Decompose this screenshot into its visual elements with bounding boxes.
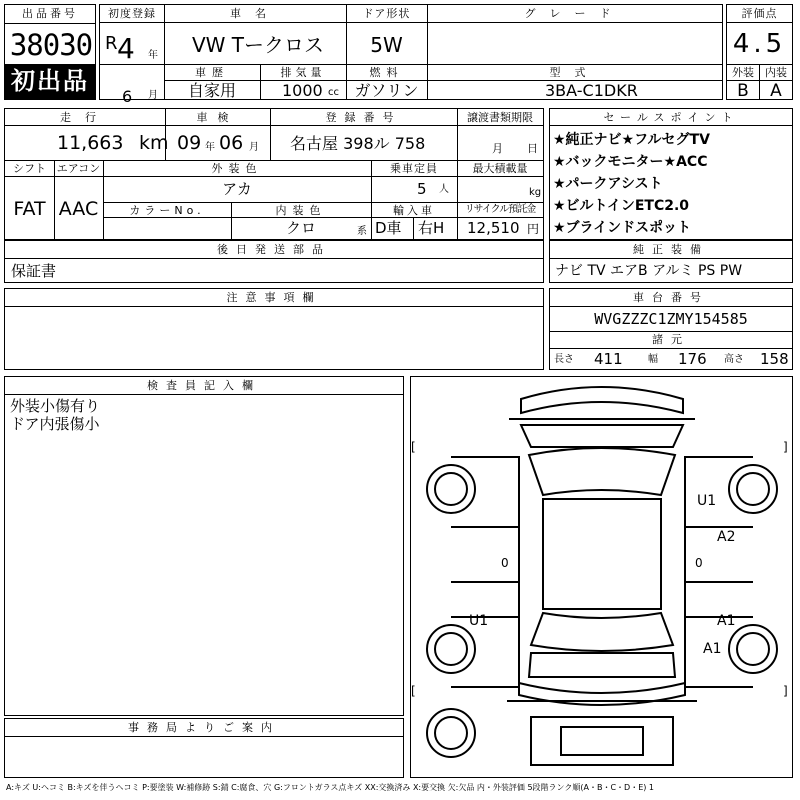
int-color-suffix: 系 [357,226,367,237]
history-label: 車歴 [195,66,229,79]
capacity: 5 [417,180,427,198]
recycle-unit: 円 [527,222,540,236]
car-diagram [411,377,792,777]
int-color-label: 内装色 [275,204,327,217]
notes-label: 注意事項欄 [226,291,322,304]
inspector-label: 検査員記入欄 [147,379,261,392]
svg-text:[: [ [411,440,416,454]
recycle-amount: 12,510 [467,219,520,237]
model: 3BA-C1DKR [545,81,638,100]
year-unit: 年 [148,50,158,61]
equipment: ナビ TV エアB アルミ PS PW [555,263,743,279]
sales-points-box [549,108,793,240]
displacement-label: 排気量 [280,66,326,79]
car-name: VW Tークロス [191,33,325,57]
svg-text:0: 0 [501,556,509,570]
damage-mark: U1 [469,613,489,629]
sales-point-item: ★バックモニター★ACC [553,154,708,170]
inspection-month: 06 [219,132,244,154]
details-grid [4,108,544,240]
footer-legend: A:キズ U:ヘコミ B:キズを伴うヘコミ P:要塗装 W:補修跡 S:錆 C:腐食、穴 G:フロントガラス点キズ XX:交換済み X:要交換 欠:欠品 内・外装評価 5段階ランク順(A・B・C・D・E) 1 [6,783,655,792]
capacity-unit: 人 [439,184,449,195]
first-reg-month: 6 [122,87,133,106]
later-items-label: 後日発送部品 [217,243,331,256]
month-unit: 月 [148,90,158,101]
transfer-label: 譲渡書類期限 [467,111,533,124]
svg-text:[: [ [411,684,416,698]
import-type: D車 [375,219,402,237]
recycle-label: リサイクル預託金 [464,204,536,215]
lot-label: 出品番号 [22,7,78,20]
header-grid [99,4,723,106]
model-label: 型式 [549,66,600,79]
door-label: ドア形状 [362,7,411,20]
load-label: 最大積載量 [472,162,528,175]
displacement-unit: cc [328,87,339,98]
width: 176 [678,350,707,368]
office-label: 事務局よりご案内 [128,721,280,734]
width-label: 幅 [648,354,658,365]
svg-text:]: ] [783,684,788,698]
mileage: 11,663 [57,132,124,154]
damage-mark: A1 [717,613,736,629]
inspection-year: 09 [177,132,202,154]
shift: FAT [13,198,46,220]
damage-mark: U1 [697,493,717,509]
transfer-day-unit: 日 [527,142,538,155]
dims-label: 諸元 [652,333,690,346]
sales-point-item: ★パークアシスト [553,176,663,192]
score-box [726,4,793,100]
steering: 右H [418,219,445,237]
color-no-label: カラーNo. [129,204,205,217]
fuel: ガソリン [354,81,419,100]
load-unit: kg [529,187,542,198]
office-box [4,718,404,778]
later-items: 保証書 [11,262,57,280]
era: R [105,33,118,54]
fuel-label: 燃料 [369,66,404,79]
score: 4.5 [732,29,787,59]
inspector-line: 外装小傷有り [10,397,101,415]
inspection-year-unit: 年 [205,142,215,153]
chassis-box [549,288,793,370]
equipment-label: 純正装備 [633,243,709,256]
notes-box [4,288,544,370]
ac: AAC [58,198,99,220]
height: 158 [760,350,789,368]
import-label: 輸入車 [393,204,435,217]
ext-color-label: 外装色 [211,162,263,175]
shift-label: シフト [13,162,46,175]
registration: 名古屋 398ル 758 [290,134,426,153]
mileage-unit: km [139,132,169,154]
inspector-box [4,376,404,716]
ac-label: エアコン [56,162,101,175]
interior-label: 内装 [765,66,787,79]
length: 411 [594,350,623,368]
inspector-line: ドア内張傷小 [10,415,100,433]
sales-point-item: ★ビルトインETC2.0 [553,198,690,214]
registration-label: 登録番号 [325,111,402,124]
equipment-box [549,240,793,283]
history: 自家用 [187,81,236,100]
inspection-month-unit: 月 [249,142,259,153]
length-label: 長さ [554,354,574,365]
chassis-label: 車台番号 [633,291,709,304]
mileage-label: 走行 [60,111,110,124]
transfer-month-unit: 月 [492,142,503,155]
inspector-notes [10,397,100,433]
int-color: クロ [285,219,316,237]
first-reg-year: 4 [117,32,135,65]
door-type: 5W [370,33,403,57]
grade-label: グレード [524,7,625,20]
car-diagram-box [410,376,793,778]
exterior-label: 外装 [732,66,754,79]
score-label: 評価点 [741,7,778,20]
sales-point-item: ★ブラインドスポット [553,220,691,236]
damage-mark: A1 [703,641,722,657]
interior-grade: A [770,81,782,101]
svg-text:]: ] [783,440,788,454]
sales-point-item: ★純正ナビ★フルセグTV [553,132,710,148]
first-reg-label: 初度登録 [108,7,156,20]
damage-mark: A2 [717,529,736,545]
first-listing-badge: 初出品 [5,64,95,99]
car-name-label: 車名 [230,7,280,20]
exterior-grade: B [737,81,749,101]
ext-color: アカ [222,180,252,198]
sales-points-list [553,129,710,239]
inspection-label: 車検 [196,111,239,124]
sales-points-label: セールスポイント [603,111,739,124]
height-label: 高さ [724,354,744,365]
later-items-box [4,240,544,283]
svg-text:0: 0 [695,556,703,570]
displacement: 1000 [282,81,323,100]
lot-number: 38030 [9,28,93,62]
chassis-number: WVGZZZC1ZMY154585 [594,310,748,328]
capacity-label: 乗車定員 [390,162,438,175]
